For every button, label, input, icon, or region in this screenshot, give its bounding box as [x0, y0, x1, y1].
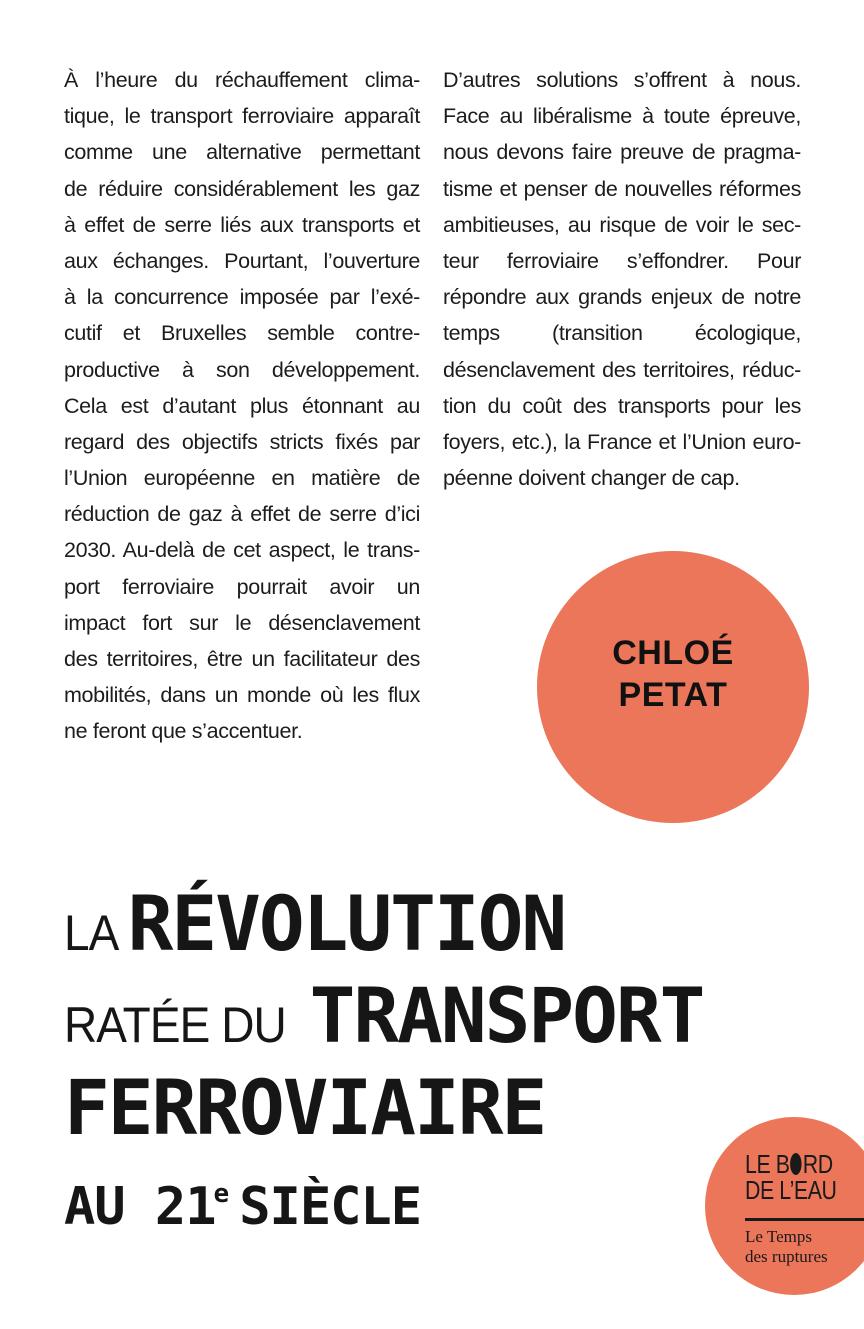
publisher-logo-line-2: DE L’EAU — [745, 1175, 837, 1205]
title-keyword: FERROVIAIRE — [64, 1063, 546, 1152]
author-last-name: PETAT — [618, 676, 728, 714]
collection-line-1: Le Temps — [745, 1227, 812, 1246]
author-first-name: CHLOÉ — [612, 634, 734, 672]
title-line-3 — [64, 1062, 844, 1154]
collection-line-2: des ruptures — [745, 1247, 828, 1266]
publisher-divider — [745, 1218, 864, 1221]
blurb-line: productive à son développement. — [64, 357, 420, 382]
title-century-suffix: SIÈCLE — [239, 1177, 422, 1237]
blurb-right-column — [443, 62, 801, 496]
title-line-1 — [64, 878, 844, 970]
title-connector: RATÉE DU — [64, 997, 286, 1053]
blurb-line: répondre aux grands enjeux de notre — [443, 285, 801, 310]
publisher-collection — [745, 1227, 828, 1267]
blurb-line: À l’heure du réchauffement clima- — [64, 68, 420, 92]
blurb-line: port ferroviaire pourrait avoir un — [64, 574, 420, 599]
blurb-line: temps (transition écologique, — [443, 321, 801, 346]
blurb-line: des territoires, être un facilitateur des — [64, 647, 420, 671]
blurb-line: tisme et penser de nouvelles réformes — [443, 176, 801, 201]
blurb-line: comme une alternative permettant — [64, 140, 420, 165]
title-century-prefix: AU 21 — [64, 1177, 216, 1237]
blurb-line: ne feront que s’accentuer. — [64, 719, 303, 744]
title-century-superscript: e — [213, 1179, 230, 1209]
title-keyword: RÉVOLUTION — [127, 879, 566, 968]
blurb-line: à effet de serre liés aux transports et — [64, 212, 420, 237]
blurb-line: 2030. Au-delà de cet aspect, le trans- — [64, 538, 420, 563]
blurb-line: mobilités, dans un monde où les flux — [64, 683, 420, 708]
blurb-line: tion du coût des transports pour les — [443, 393, 801, 418]
blurb-line: désenclavement des territoires, réduc- — [443, 357, 801, 382]
title-keyword: TRANSPORT — [309, 971, 704, 1060]
blurb-left-column — [64, 62, 420, 750]
blurb-line: l’Union européenne en matière de — [64, 466, 420, 491]
blurb-line: Cela est d’autant plus étonnant au — [64, 393, 420, 418]
blurb-line: péenne doivent changer de cap. — [443, 466, 740, 491]
blurb-line: foyers, etc.), la France et l’Union euro- — [443, 429, 801, 454]
publisher-badge — [705, 1117, 864, 1295]
blurb-line: Face au libéralisme à toute épreuve, — [443, 104, 801, 129]
publisher-logo-text: RD — [802, 1149, 833, 1179]
publisher-logo — [745, 1151, 837, 1203]
blurb-line: ambitieuses, au risque de voir le sec- — [443, 212, 801, 237]
blurb-line: cutif et Bruxelles semble contre- — [64, 321, 420, 346]
blurb-line: regard des objectifs stricts fixés par — [64, 429, 420, 454]
blurb-line: réduction de gaz à effet de serre d’ici — [64, 502, 420, 527]
blurb-line: de réduire considérablement les gaz — [64, 176, 420, 201]
publisher-logo-line-1 — [745, 1151, 837, 1177]
blurb-line: impact fort sur le désenclavement — [64, 610, 420, 635]
blurb-line: à la concurrence imposée par l’exé- — [64, 285, 420, 310]
blurb-line: D’autres solutions s’offrent à nous. — [443, 68, 801, 92]
title-line-2 — [64, 970, 844, 1062]
author-badge — [537, 551, 809, 823]
logo-oval-icon — [790, 1153, 801, 1175]
blurb-line: teur ferroviaire s’effondrer. Pour — [443, 248, 801, 273]
title-article: LA — [64, 905, 119, 961]
publisher-logo-text: LE B — [745, 1149, 790, 1179]
blurb-line: nous devons faire preuve de pragma- — [443, 140, 801, 165]
blurb-line: aux échanges. Pourtant, l’ouverture — [64, 248, 420, 273]
blurb-line: tique, le transport ferroviaire apparaît — [64, 104, 420, 129]
